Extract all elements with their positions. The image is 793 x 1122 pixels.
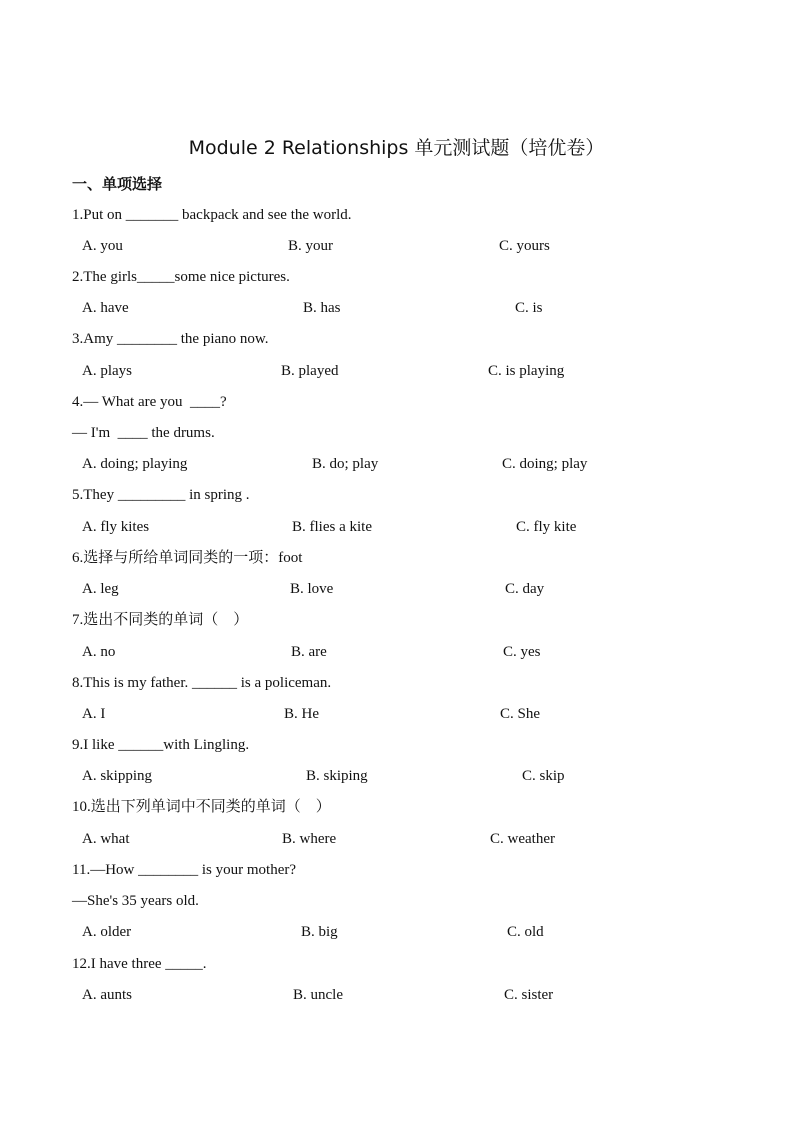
question-7-option-c: C. yes [503, 644, 541, 660]
page-title: Module 2 Relationships 单元测试题（培优卷） [188, 137, 605, 159]
question-4-option-a: A. doing; playing [82, 456, 188, 472]
question-1-option-a: A. you [82, 238, 123, 254]
question-1-stem: 1.Put on _______ backpack and see the world. [72, 207, 352, 223]
question-11-stem-line-2: —She's 35 years old. [72, 893, 199, 909]
question-10-stem: 10.选出下列单词中不同类的单词（ ） [72, 799, 331, 815]
question-3-option-a: A. plays [82, 363, 132, 379]
question-9-option-c: C. skip [522, 768, 565, 784]
question-4-option-b: B. do; play [312, 456, 379, 472]
question-3-option-c: C. is playing [488, 363, 565, 379]
question-6-stem: 6.选择与所给单词同类的一项：foot [72, 550, 303, 566]
question-5-stem: 5.They _________ in spring . [72, 487, 250, 503]
question-5-option-b: B. flies a kite [292, 519, 372, 535]
question-10-option-c: C. weather [490, 831, 555, 847]
question-2-stem: 2.The girls_____some nice pictures. [72, 269, 290, 285]
question-1-option-b: B. your [288, 238, 333, 254]
question-9-stem: 9.I like ______with Lingling. [72, 737, 250, 753]
question-4-stem-line-2: — I'm ____ the drums. [72, 425, 215, 441]
question-11-stem: 11.—How ________ is your mother? [72, 862, 297, 878]
question-12-stem: 12.I have three _____. [72, 956, 207, 972]
section-heading: 一、单项选择 [72, 175, 163, 193]
question-11-option-c: C. old [507, 924, 544, 940]
question-4-stem: 4.— What are you ____? [72, 394, 227, 410]
question-6-option-a: A. leg [82, 581, 119, 597]
question-10-option-a: A. what [82, 831, 130, 847]
question-7-stem: 7.选出不同类的单词（ ） [72, 612, 249, 628]
question-11-option-a: A. older [82, 924, 132, 940]
question-2-option-b: B. has [303, 300, 341, 316]
question-12-option-a: A. aunts [82, 987, 132, 1003]
question-12-option-c: C. sister [504, 987, 554, 1003]
question-4-option-c: C. doing; play [502, 456, 588, 472]
question-9-option-b: B. skiping [306, 768, 368, 784]
question-2-option-a: A. have [82, 300, 129, 316]
question-2-option-c: C. is [515, 300, 543, 316]
question-11-option-b: B. big [301, 924, 338, 940]
question-5-option-c: C. fly kite [516, 519, 577, 535]
question-5-option-a: A. fly kites [82, 519, 150, 535]
question-6-option-b: B. love [290, 581, 334, 597]
question-7-option-a: A. no [82, 644, 116, 660]
question-3-stem: 3.Amy ________ the piano now. [72, 331, 269, 347]
question-12-option-b: B. uncle [293, 987, 343, 1003]
question-6-option-c: C. day [505, 581, 545, 597]
question-1-option-c: C. yours [499, 238, 550, 254]
question-8-option-c: C. She [500, 706, 541, 722]
question-3-option-b: B. played [281, 363, 339, 379]
question-10-option-b: B. where [282, 831, 337, 847]
question-8-option-a: A. I [82, 706, 106, 722]
question-9-option-a: A. skipping [82, 768, 153, 784]
question-8-option-b: B. He [284, 706, 319, 722]
question-8-stem: 8.This is my father. ______ is a policeman. [72, 675, 332, 691]
question-7-option-b: B. are [291, 644, 327, 660]
